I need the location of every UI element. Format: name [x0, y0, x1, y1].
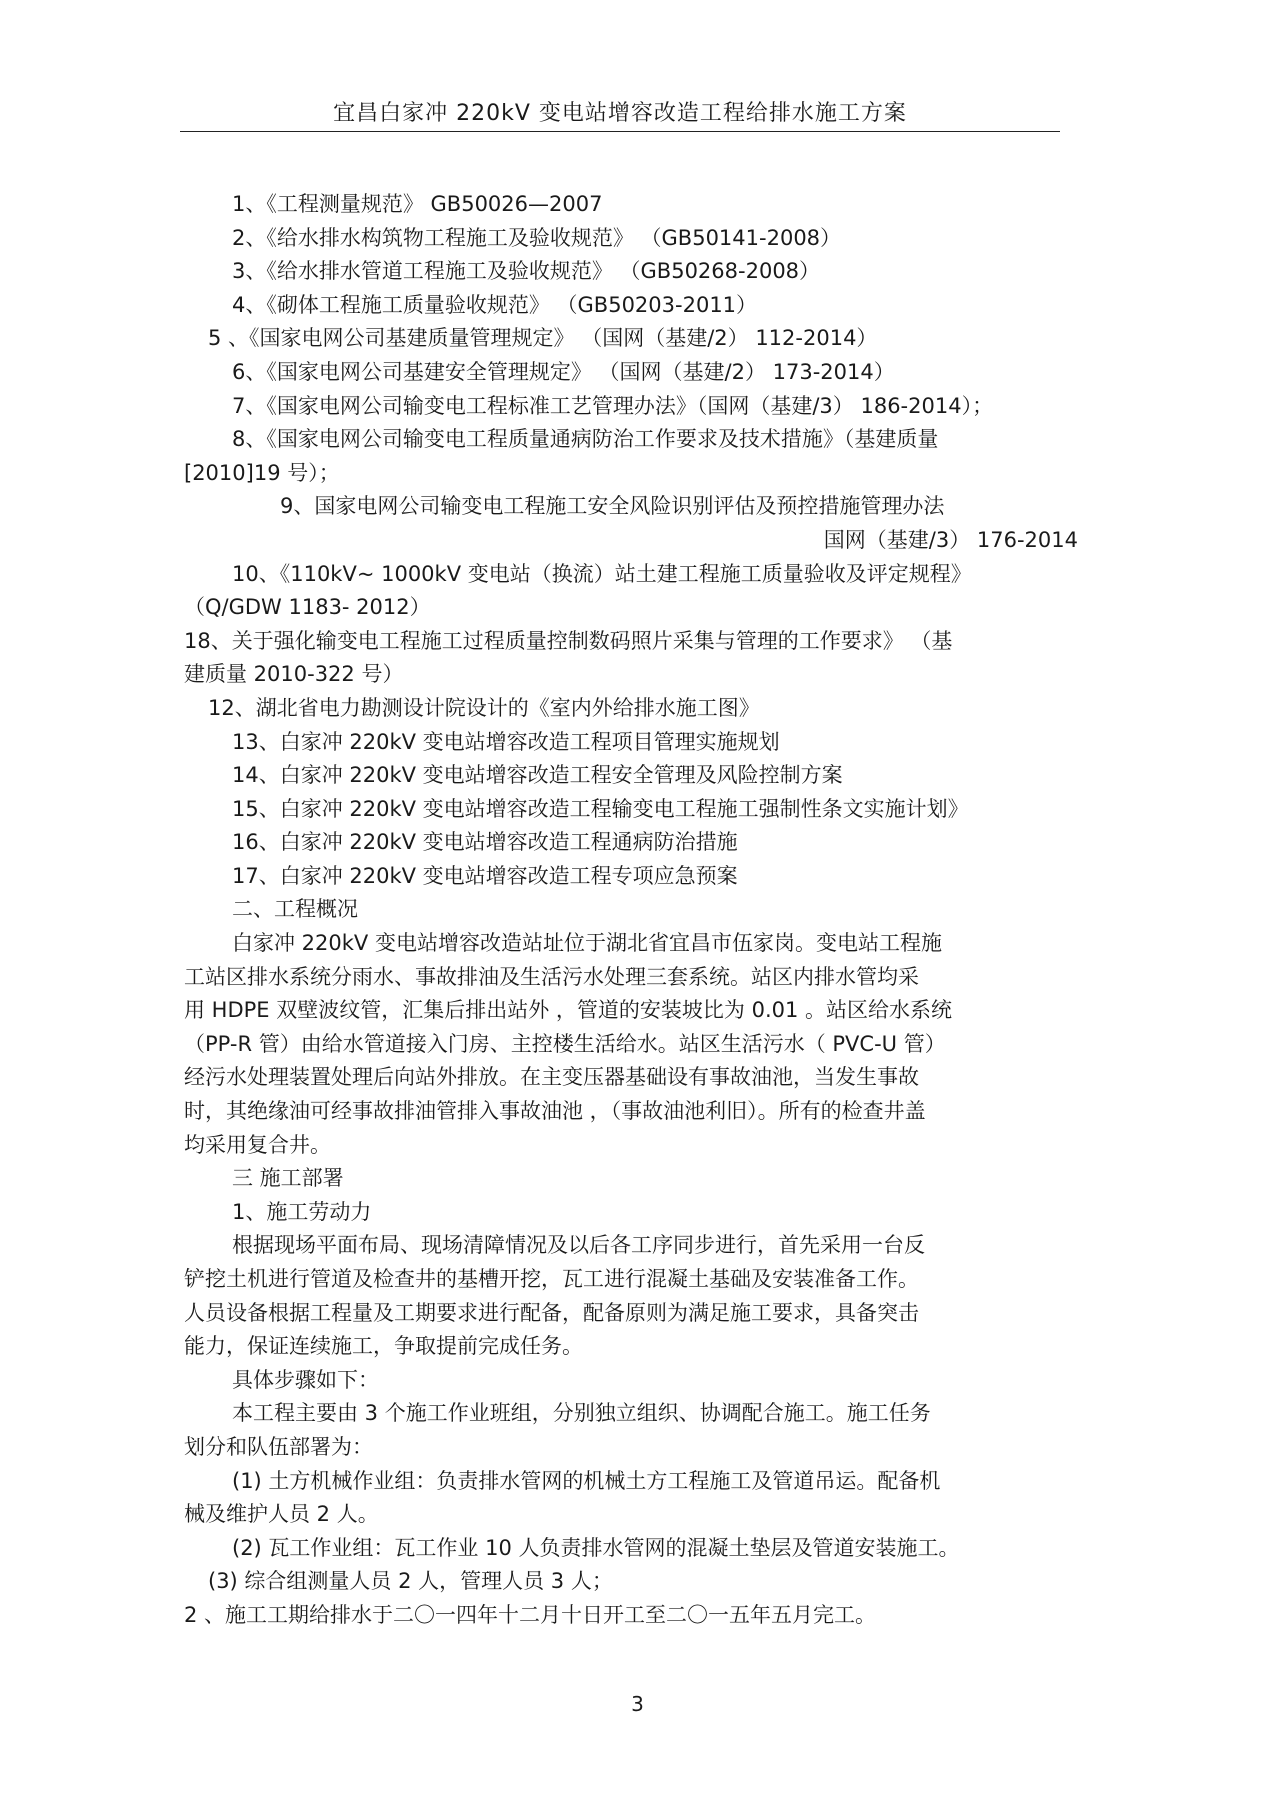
- labor-paragraph-line: 能力，保证连续施工，争取提前完成任务。: [184, 1334, 583, 1359]
- reference-item-10-cont: （Q/GDW 1183- 2012）: [184, 595, 431, 620]
- reference-item-10: 10、《110kV~ 1000kV 变电站（换流）站土建工程施工质量验收及评定规程》: [232, 561, 972, 586]
- reference-item-8-cont: [2010]19 号）；: [184, 460, 340, 485]
- reference-item-12: 12、湖北省电力勘测设计院设计的《室内外给排水施工图》: [208, 695, 760, 720]
- teams-paragraph-line: 划分和队伍部署为：: [184, 1434, 373, 1459]
- labor-paragraph-line: 根据现场平面布局、现场清障情况及以后各工序同步进行，首先采用一台反: [232, 1233, 925, 1258]
- team-item-1-cont: 械及维护人员 2 人。: [184, 1502, 379, 1527]
- reference-item-16: 16、白家冲 220kV 变电站增容改造工程通病防治措施: [232, 830, 738, 855]
- team-item-1: (1) 土方机械作业组：负责排水管网的机械土方工程施工及管道吊运。配备机: [232, 1468, 941, 1493]
- overview-paragraph-line: 白家冲 220kV 变电站增容改造站址位于湖北省宜昌市伍家岗。变电站工程施: [232, 931, 942, 956]
- section-heading-overview: 二、工程概况: [232, 897, 358, 922]
- reference-item-17: 17、白家冲 220kV 变电站增容改造工程专项应急预案: [232, 863, 738, 888]
- overview-paragraph-line: （PP-R 管）由给水管道接入门房、主控楼生活给水。站区生活污水（ PVC-U 管）: [184, 1031, 946, 1056]
- labor-paragraph-line: 铲挖土机进行管道及检查井的基槽开挖，瓦工进行混凝土基础及安装准备工作。: [184, 1267, 919, 1291]
- reference-item-7: 7、《国家电网公司输变电工程标准工艺管理办法》（国网（基建/3） 186-2014）；: [232, 393, 994, 418]
- reference-item-3: 3、《给水排水管道工程施工及验收规范》 （GB50268-2008）: [232, 259, 821, 284]
- overview-paragraph-line: 工站区排水系统分雨水、事故排油及生活污水处理三套系统。站区内排水管均采: [184, 964, 919, 989]
- overview-paragraph-line: 均采用复合井。: [184, 1132, 331, 1157]
- subheading-labor: 1、施工劳动力: [232, 1199, 372, 1224]
- reference-item-6: 6、《国家电网公司基建安全管理规定》 （国网（基建/2） 173-2014）: [232, 359, 895, 384]
- reference-item-4: 4、《砌体工程施工质量验收规范》 （GB50203-2011）: [232, 292, 758, 317]
- schedule-line: 2 、施工工期给排水于二〇一四年十二月十日开工至二〇一五年五月完工。: [184, 1602, 877, 1627]
- section-heading-deployment: 三 施工部署: [232, 1166, 344, 1191]
- page-header-title: 宜昌白家冲 220kV 变电站增容改造工程给排水施工方案: [333, 101, 907, 126]
- overview-paragraph-line: 用 HDPE 双壁波纹管，汇集后排出站外 ，管道的安装坡比为 0.01 。站区给水系统: [184, 998, 953, 1023]
- reference-item-8: 8、《国家电网公司输变电工程质量通病防治工作要求及技术措施》（基建质量: [232, 427, 939, 452]
- reference-item-1: 1、《工程测量规范》 GB50026—2007: [232, 192, 603, 216]
- header-divider: [180, 131, 1060, 132]
- reference-item-2: 2、《给水排水构筑物工程施工及验收规范》 （GB50141-2008）: [232, 225, 842, 250]
- reference-item-18-cont: 建质量 2010-322 号）: [184, 662, 404, 687]
- reference-item-5: 5 、《国家电网公司基建质量管理规定》 （国网（基建/2） 112-2014）: [208, 326, 878, 351]
- teams-paragraph-line: 本工程主要由 3 个施工作业班组，分别独立组织、协调配合施工。施工任务: [232, 1401, 931, 1426]
- page-number: 3: [631, 1692, 644, 1716]
- team-item-3: (3) 综合组测量人员 2 人，管理人员 3 人；: [208, 1569, 613, 1594]
- labor-paragraph-line: 人员设备根据工程量及工期要求进行配备，配备原则为满足施工要求，具备突击: [184, 1300, 919, 1325]
- steps-intro: 具体步骤如下：: [232, 1367, 379, 1392]
- overview-paragraph-line: 时，其绝缘油可经事故排油管排入事故油池 ，（事故油池利旧）。所有的检查井盖: [184, 1099, 926, 1124]
- team-item-2: (2) 瓦工作业组：瓦工作业 10 人负责排水管网的混凝土垫层及管道安装施工。: [232, 1535, 960, 1560]
- overview-paragraph-line: 经污水处理装置处理后向站外排放。在主变压器基础设有事故油池，当发生事故: [184, 1065, 919, 1090]
- reference-item-15: 15、白家冲 220kV 变电站增容改造工程输变电工程施工强制性条文实施计划》: [232, 796, 969, 821]
- reference-item-13: 13、白家冲 220kV 变电站增容改造工程项目管理实施规划: [232, 729, 780, 754]
- document-body: [184, 188, 1114, 1633]
- reference-item-9-cont: 国网（基建/3） 176-2014: [823, 527, 1078, 552]
- reference-item-9: 9、国家电网公司输变电工程施工安全风险识别评估及预控措施管理办法: [280, 494, 945, 519]
- reference-item-18: 18、关于强化输变电工程施工过程质量控制数码照片采集与管理的工作要求》 （基: [184, 628, 953, 653]
- reference-item-14: 14、白家冲 220kV 变电站增容改造工程安全管理及风险控制方案: [232, 763, 843, 788]
